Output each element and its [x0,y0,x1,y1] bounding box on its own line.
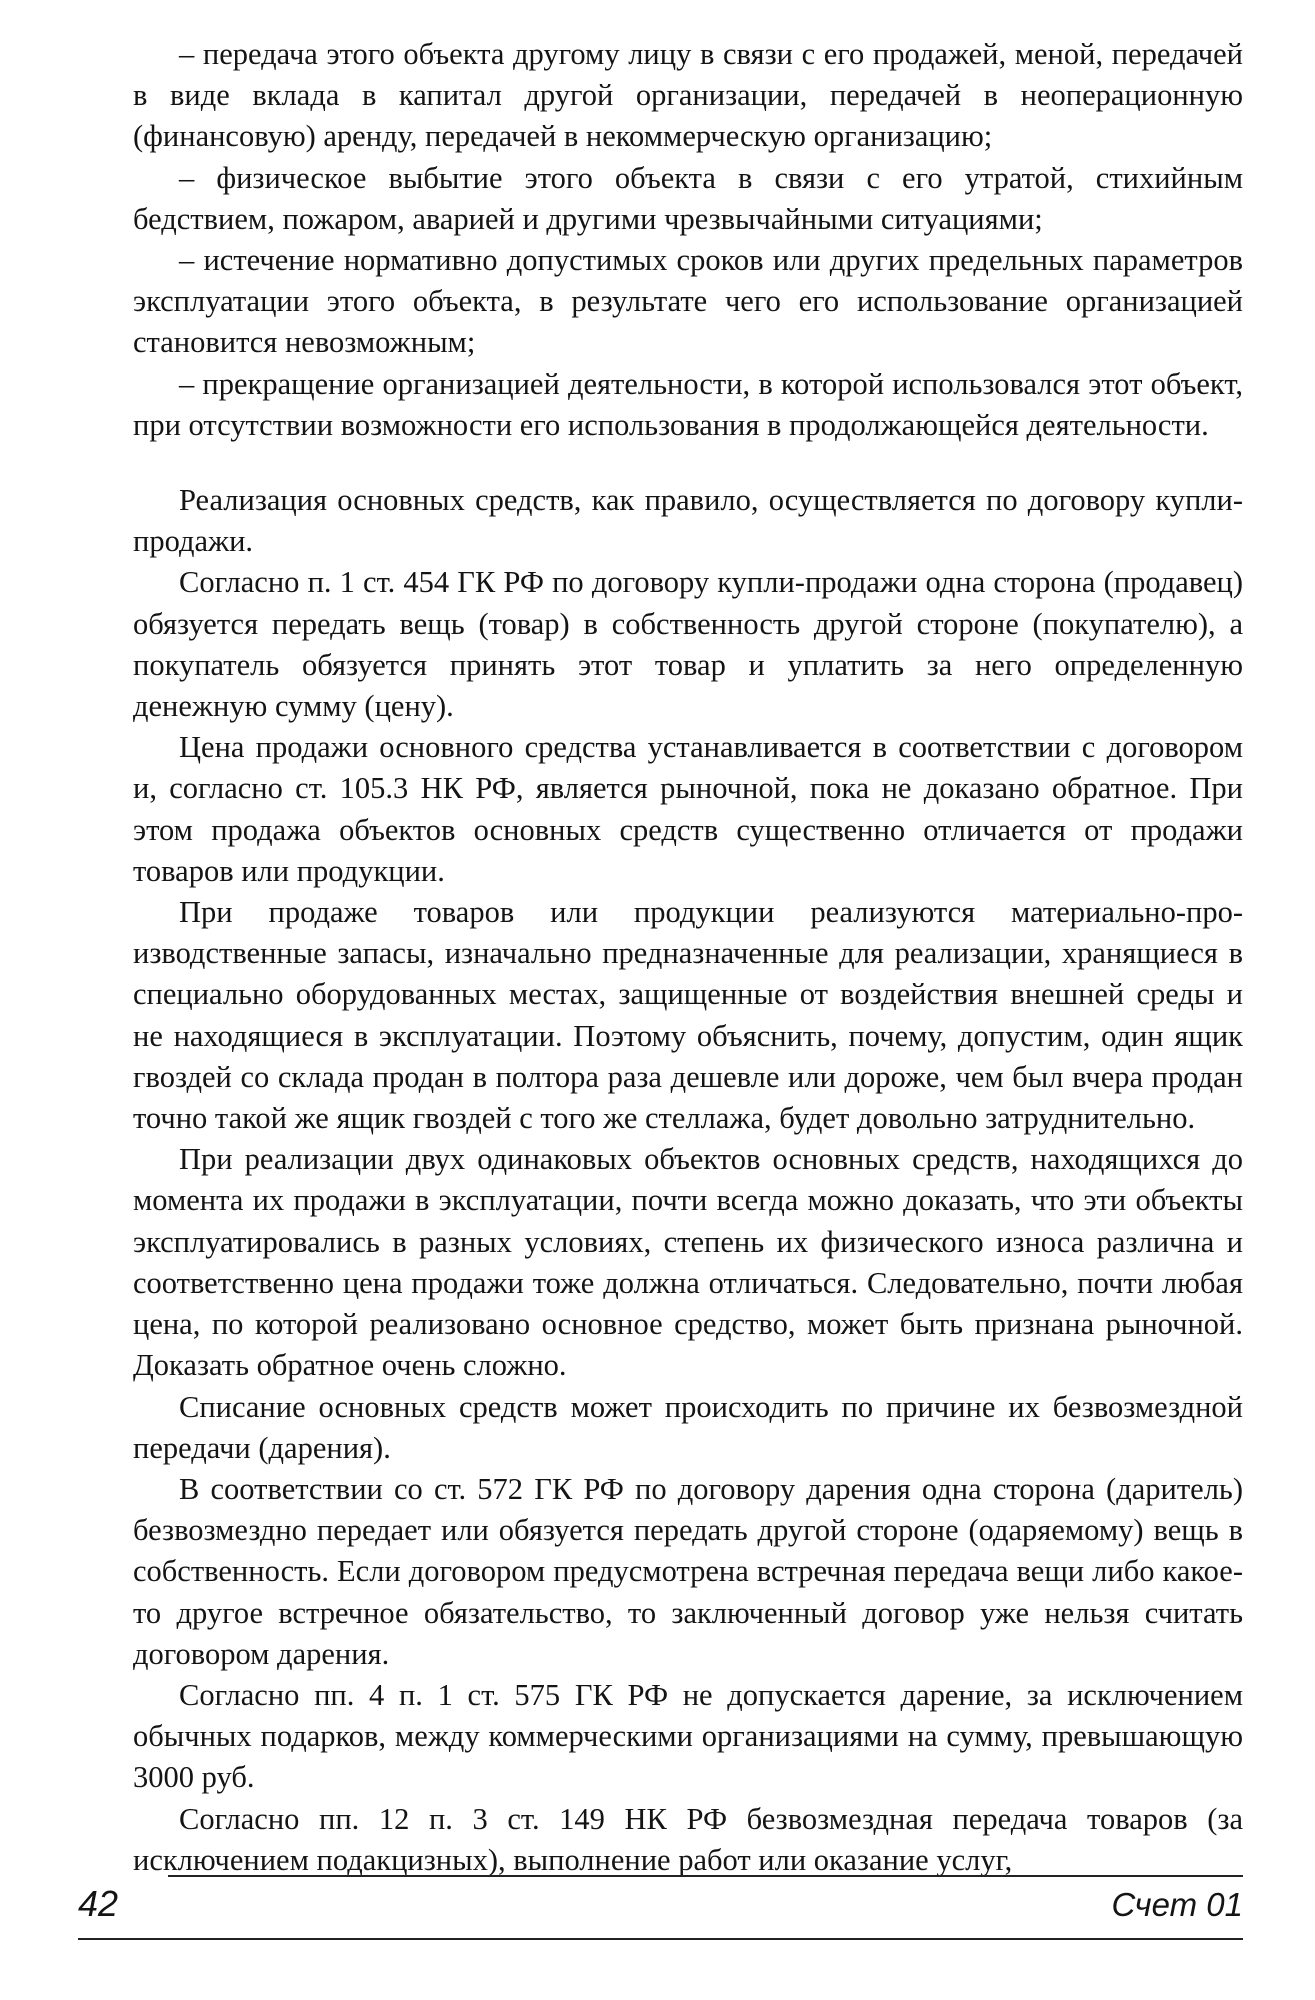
paragraph: В соответствии со ст. 572 ГК РФ по договору дарения одна сторона (даритель) безвозмездно передает или обязуется передать другой стороне (одаряемому) вещь в собственность. Если договором предусмотрена встречная передача вещи либо какое-то другое встречное обязательство, то заключенный договор уже нельзя считать договором дарения. [133,1471,1243,1671]
list-item: – физическое выбытие этого объекта в связи с его утратой, стихийным бедствием, пожаром, аварией и другими чрезвычайными ситуациями; [133,160,1243,236]
footer-bottom-rule [78,1938,1243,1940]
footer-top-rule [168,1875,1243,1877]
paragraph: Согласно п. 1 ст. 454 ГК РФ по договору купли-продажи одна сторона (продавец) обязуется передать вещь (товар) в собственность другой стороне (покупателю), а покупатель обязуется принять этот товар и уплатить за него определенную денежную сумму (цену). [133,565,1243,724]
body-text [133,34,1243,1881]
paragraph: При реализации двух одинаковых объектов основных средств, находящихся до момента их продажи в эксплуатации, почти всегда можно доказать, что эти объекты эксплуатировались в разных условиях, степень их физического износа различна и соответственно цена продажи тоже должна отличаться. Следовательно, почти любая цена, по которой реализовано основное средство, может быть признана рыночной. Доказать обратное очень сложно. [133,1142,1243,1383]
paragraph: Цена продажи основного средства устанавливается в соответствии с договором и, согласно ст. 105.3 НК РФ, является рыночной, пока не доказано обратное. При этом продажа объектов основных средств существенно отличается от продажи товаров или продукции. [133,730,1243,888]
list-item: – передача этого объекта другому лицу в связи с его продажей, меной, передачей в виде вклада в капитал другой организации, передачей в неоперационную (финансовую) аренду, передачей в некоммерческую организацию; [133,37,1243,154]
paragraph: При продаже товаров или продукции реализуются материально-производственные запасы, изначально предназначенные для реализации, хранящиеся в специально оборудованных местах, защищенные от воздействия внешней среды и не находящиеся в эксплуатации. Поэтому объяснить, почему, допустим, один ящик гвоздей со склада продан в полтора раза дешевле или дороже, чем был вчера продан точно такой же ящик гвоздей с того же стеллажа, будет довольно затруднительно. [133,895,1243,1136]
running-footer-title: Счет 01 [1111,1886,1243,1923]
section-gap [133,446,1243,480]
list-item: – прекращение организацией деятельности, в которой использовался этот объект, при отсутствии возможности его использования в продолжающейся деятельности. [133,366,1243,442]
page-number: 42 [78,1883,119,1924]
paragraph: Согласно пп. 4 п. 1 ст. 575 ГК РФ не допускается дарение, за исключением обычных подарков, между коммерческими организациями на сумму, превышающую 3000 руб. [133,1677,1243,1795]
paragraph: Согласно пп. 12 п. 3 ст. 149 НК РФ безвозмездная передача товаров (за исключением подакцизных), выполнение работ или оказание услуг, [133,1801,1243,1877]
paragraph: Реализация основных средств, как правило, осуществляется по договору купли-продажи. [133,483,1243,559]
paragraph: Списание основных средств может происходить по причине их безвозмездной передачи (дарения). [133,1389,1243,1465]
list-item: – истечение нормативно допустимых сроков или других предельных параметров эксплуатации этого объекта, в результате чего его использование организацией становится невозможным; [133,243,1243,360]
